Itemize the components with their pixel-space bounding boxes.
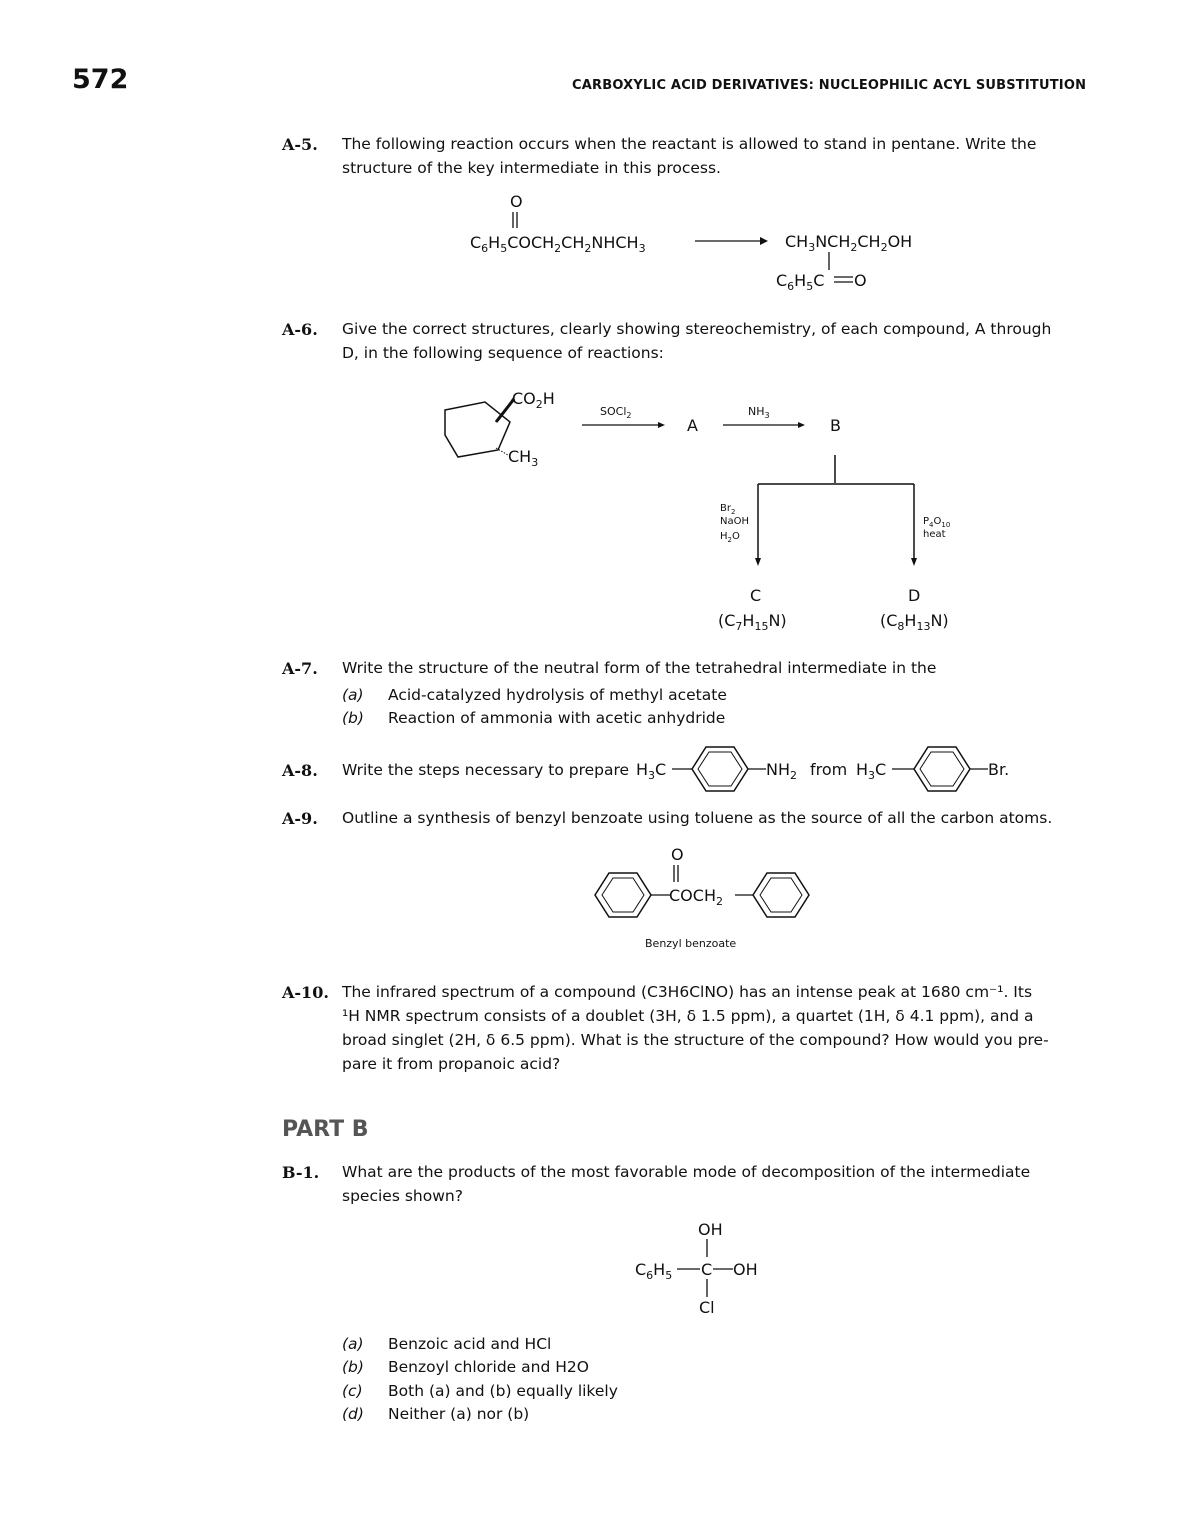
phenyl-group: $C_6H_5$ bbox=[635, 1260, 673, 1282]
question-number-a9: A-9. bbox=[282, 809, 318, 828]
benzyl-benzoate-caption: Benzyl benzoate bbox=[645, 937, 737, 950]
chlorine: Cl bbox=[699, 1298, 715, 1317]
reactant-formula: $C_6H_5COCH_2CH_2NHCH_3$ bbox=[470, 233, 646, 255]
h3c-group-2: $H_3C$ bbox=[856, 760, 887, 782]
carbonyl-oxygen: O bbox=[510, 192, 523, 211]
part-b-heading: PART B bbox=[282, 1117, 369, 1142]
svg-text:O: O bbox=[854, 271, 867, 290]
question-text-a8: Write the steps necessary to prepare bbox=[342, 761, 630, 779]
question-number-a7: A-7. bbox=[282, 659, 318, 678]
reagent-naoh: NaOH bbox=[720, 516, 749, 527]
option-a7-a bbox=[342, 684, 727, 707]
question-text-a10 bbox=[342, 980, 1062, 1076]
question-number-a10: A-10. bbox=[282, 983, 329, 1002]
benzene-ring bbox=[692, 747, 748, 791]
compound-d-label: D bbox=[908, 586, 921, 605]
question-a5-line1: The following reaction occurs when the reactant is allowed to stand in pentane. Write the bbox=[342, 135, 1037, 153]
ch3-group: $CH_3$ bbox=[508, 447, 539, 469]
h3c-group-1: $H_3C$ bbox=[636, 760, 667, 782]
question-a10-line4: pare it from propanoic acid? bbox=[342, 1055, 561, 1073]
question-number-a5: A-5. bbox=[282, 135, 318, 154]
co2h-group: $CO_2H$ bbox=[512, 389, 555, 411]
reagent-h2o: $H_2O$ bbox=[720, 531, 740, 544]
option-letter: (d) bbox=[342, 1405, 364, 1423]
reagent-br2: $Br_2$ bbox=[720, 503, 736, 516]
option-text: Benzoic acid and HCl bbox=[388, 1335, 552, 1353]
compound-c-label: C bbox=[750, 586, 762, 605]
question-b1-line2: species shown? bbox=[342, 1187, 463, 1205]
tetrahedral-intermediate-structure bbox=[625, 1215, 785, 1325]
br-group: Br. bbox=[988, 760, 1010, 779]
question-a5-line2: structure of the key intermediate in this process. bbox=[342, 159, 721, 177]
reagent-heat: heat bbox=[923, 529, 946, 540]
reagent-p4o10: $P_4O_{10}$ bbox=[923, 516, 951, 529]
option-letter: (b) bbox=[342, 1358, 364, 1376]
question-text-a6 bbox=[342, 317, 1062, 365]
question-number-a8: A-8. bbox=[282, 761, 318, 780]
option-letter: (b) bbox=[342, 709, 364, 727]
question-text-a5 bbox=[342, 132, 1062, 180]
compound-d-formula: $(C_8H_{13}N)$ bbox=[880, 611, 949, 633]
question-a10-line1: The infrared spectrum of a compound (C3H6ClNO) has an intense peak at 1680 cm⁻¹. Its bbox=[342, 983, 1033, 1001]
page-number: 572 bbox=[72, 64, 129, 95]
option-text: Both (a) and (b) equally likely bbox=[388, 1382, 618, 1400]
option-text: Acid-catalyzed hydrolysis of methyl acetate bbox=[388, 686, 727, 704]
benzene-ring bbox=[595, 873, 651, 917]
nh2-group: $NH_2$ bbox=[766, 760, 797, 782]
question-a6-line2: D, in the following sequence of reactions: bbox=[342, 344, 664, 362]
reaction-a5-diagram bbox=[460, 190, 940, 290]
option-letter: (a) bbox=[342, 1335, 364, 1353]
question-a6-line1: Give the correct structures, clearly showing stereochemistry, of each compound, A through bbox=[342, 320, 1052, 338]
cyclohexane-ring bbox=[445, 402, 510, 457]
question-b1-line1: What are the products of the most favorable mode of decomposition of the intermediate bbox=[342, 1163, 1031, 1181]
option-text: Benzoyl chloride and H2O bbox=[388, 1358, 589, 1376]
compound-a-label: A bbox=[687, 416, 698, 435]
question-text-b1 bbox=[342, 1160, 1062, 1208]
option-letter: (c) bbox=[342, 1382, 363, 1400]
reagent-socl2: SOCl$_2$ bbox=[600, 405, 632, 420]
question-a10-line2: ¹H NMR spectrum consists of a doublet (3H, δ 1.5 ppm), a quartet (1H, δ 4.1 ppm), and a bbox=[342, 1007, 1034, 1025]
option-text: Neither (a) nor (b) bbox=[388, 1405, 530, 1423]
running-head: CARBOXYLIC ACID DERIVATIVES: NUCLEOPHILIC ACYL SUBSTITUTION bbox=[572, 78, 1087, 93]
option-b1-d bbox=[342, 1403, 529, 1426]
compound-c-formula: $(C_7H_{15}N)$ bbox=[718, 611, 787, 633]
oh-top: OH bbox=[698, 1220, 723, 1239]
question-text-a7: Write the structure of the neutral form of the tetrahedral intermediate in the bbox=[342, 659, 937, 677]
question-text-a9: Outline a synthesis of benzyl benzoate using toluene as the source of all the carbon atoms. bbox=[342, 809, 1053, 827]
ester-linkage: $COCH_2$ bbox=[669, 886, 723, 908]
central-carbon: C bbox=[701, 1260, 713, 1279]
reagent-nh3: $NH_3$ bbox=[748, 405, 770, 420]
question-a10-line3: broad singlet (2H, δ 6.5 ppm). What is the structure of the compound? How would you pre- bbox=[342, 1031, 1049, 1049]
from-word: from bbox=[810, 760, 848, 779]
benzyl-benzoate-structure bbox=[585, 840, 825, 955]
compound-b-label: B bbox=[830, 416, 841, 435]
benzene-ring bbox=[753, 873, 809, 917]
reaction-a6-scheme bbox=[430, 380, 990, 640]
product-bottom-formula: $C_6H_5C$ bbox=[776, 271, 825, 290]
option-b1-a bbox=[342, 1333, 551, 1356]
option-b1-b bbox=[342, 1356, 589, 1379]
option-a7-b bbox=[342, 707, 725, 730]
option-text: Reaction of ammonia with acetic anhydride bbox=[388, 709, 726, 727]
question-number-b1: B-1. bbox=[282, 1163, 320, 1182]
option-b1-c bbox=[342, 1380, 618, 1403]
question-number-a6: A-6. bbox=[282, 320, 318, 339]
oh-right: OH bbox=[733, 1260, 758, 1279]
option-letter: (a) bbox=[342, 686, 364, 704]
benzene-ring bbox=[914, 747, 970, 791]
carbonyl-oxygen: O bbox=[671, 845, 684, 864]
reaction-a8-structures bbox=[630, 742, 1030, 798]
product-top-formula: $CH_3NCH_2CH_2OH$ bbox=[785, 232, 913, 254]
